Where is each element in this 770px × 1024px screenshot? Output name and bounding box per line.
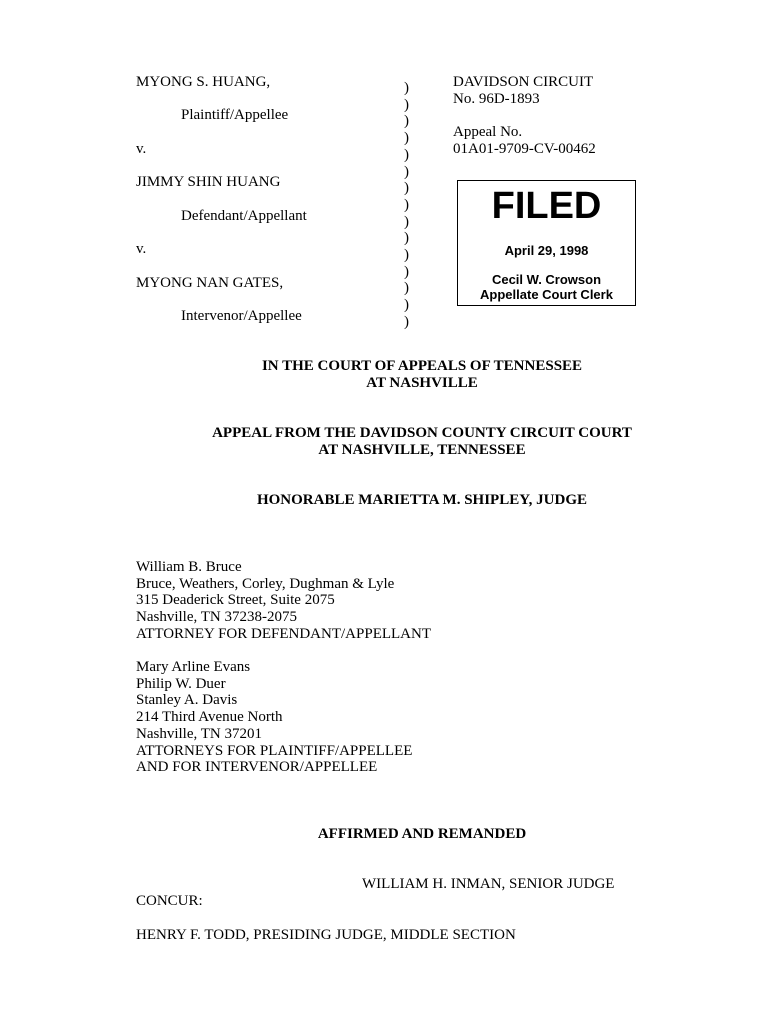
appeal-from-line1: APPEAL FROM THE DAVIDSON COUNTY CIRCUIT COURT [212, 425, 632, 441]
attorney-line: Bruce, Weathers, Corley, Dughman & Lyle [136, 575, 395, 592]
appeal-label: Appeal No. [453, 124, 523, 141]
caption-parenthesis: ) [404, 230, 409, 247]
caption-parenthesis: ) [404, 263, 409, 280]
clerk-name: Cecil W. Crowson [491, 272, 602, 287]
attorney-plaintiff-block [136, 659, 412, 776]
court-heading-line1: IN THE COURT OF APPEALS OF TENNESSEE [261, 358, 583, 374]
attorney-line: William B. Bruce [136, 559, 242, 575]
caption-parenthesis-column [404, 80, 409, 331]
attorney-line: Stanley A. Davis [136, 692, 238, 709]
attorney-line: Mary Arline Evans [136, 659, 251, 675]
party-intervenor-role: Intervenor/Appellee [181, 308, 302, 324]
filed-stamp [457, 180, 636, 306]
attorney-line: ATTORNEY FOR DEFENDANT/APPELLANT [136, 625, 432, 642]
case-caption-numbers [453, 74, 596, 158]
concur-label: CONCUR: [136, 893, 203, 909]
trial-case-number: No. 96D-1893 [453, 90, 540, 107]
caption-parenthesis: ) [404, 180, 409, 197]
attorney-line: 214 Third Avenue North [136, 709, 283, 726]
caption-parenthesis: ) [404, 297, 409, 314]
disposition: AFFIRMED AND REMANDED [317, 826, 527, 842]
versus-2: v. [136, 241, 147, 257]
appeal-from-heading [0, 425, 770, 458]
caption-parenthesis: ) [404, 213, 409, 230]
concurring-judge: HENRY F. TODD, PRESIDING JUDGE, MIDDLE SECTION [136, 927, 516, 943]
attorney-line: Nashville, TN 37201 [136, 725, 262, 742]
caption-parenthesis: ) [404, 163, 409, 180]
filed-stamp-clerk [458, 273, 635, 302]
caption-parenthesis: ) [404, 130, 409, 147]
caption-parenthesis: ) [404, 80, 409, 96]
party-plaintiff: MYONG S. HUANG, [136, 74, 271, 90]
attorney-line: Nashville, TN 37238-2075 [136, 609, 297, 626]
appeal-from-line2: AT NASHVILLE, TENNESSEE [318, 441, 526, 458]
attorney-line: Philip W. Duer [136, 675, 226, 692]
caption-parenthesis: ) [404, 280, 409, 297]
caption-parenthesis: ) [404, 247, 409, 264]
versus-1: v. [136, 141, 147, 157]
caption-parenthesis: ) [404, 146, 409, 163]
party-intervenor: MYONG NAN GATES, [136, 275, 284, 291]
party-plaintiff-role: Plaintiff/Appellee [181, 107, 289, 123]
attorney-line: 315 Deaderick Street, Suite 2075 [136, 592, 335, 609]
attorney-line: AND FOR INTERVENOR/APPELLEE [136, 759, 378, 776]
appeal-number: 01A01-9709-CV-00462 [453, 140, 596, 157]
party-defendant: JIMMY SHIN HUANG [136, 174, 281, 190]
filed-stamp-date: April 29, 1998 [504, 243, 589, 258]
court-heading [0, 358, 770, 391]
author-judge: WILLIAM H. INMAN, SENIOR JUDGE [362, 876, 615, 892]
caption-parenthesis: ) [404, 113, 409, 130]
court-heading-line2: AT NASHVILLE [366, 374, 478, 391]
trial-judge: HONORABLE MARIETTA M. SHIPLEY, JUDGE [256, 492, 588, 508]
trial-court: DAVIDSON CIRCUIT [453, 74, 594, 90]
attorney-defendant-block [136, 559, 431, 643]
caption-parenthesis: ) [404, 313, 409, 330]
caption-parenthesis: ) [404, 196, 409, 213]
caption-parenthesis: ) [404, 96, 409, 113]
attorney-line: ATTORNEYS FOR PLAINTIFF/APPELLEE [136, 742, 413, 759]
party-defendant-role: Defendant/Appellant [181, 208, 307, 224]
filed-stamp-title: FILED [491, 185, 602, 227]
clerk-title: Appellate Court Clerk [480, 286, 613, 302]
